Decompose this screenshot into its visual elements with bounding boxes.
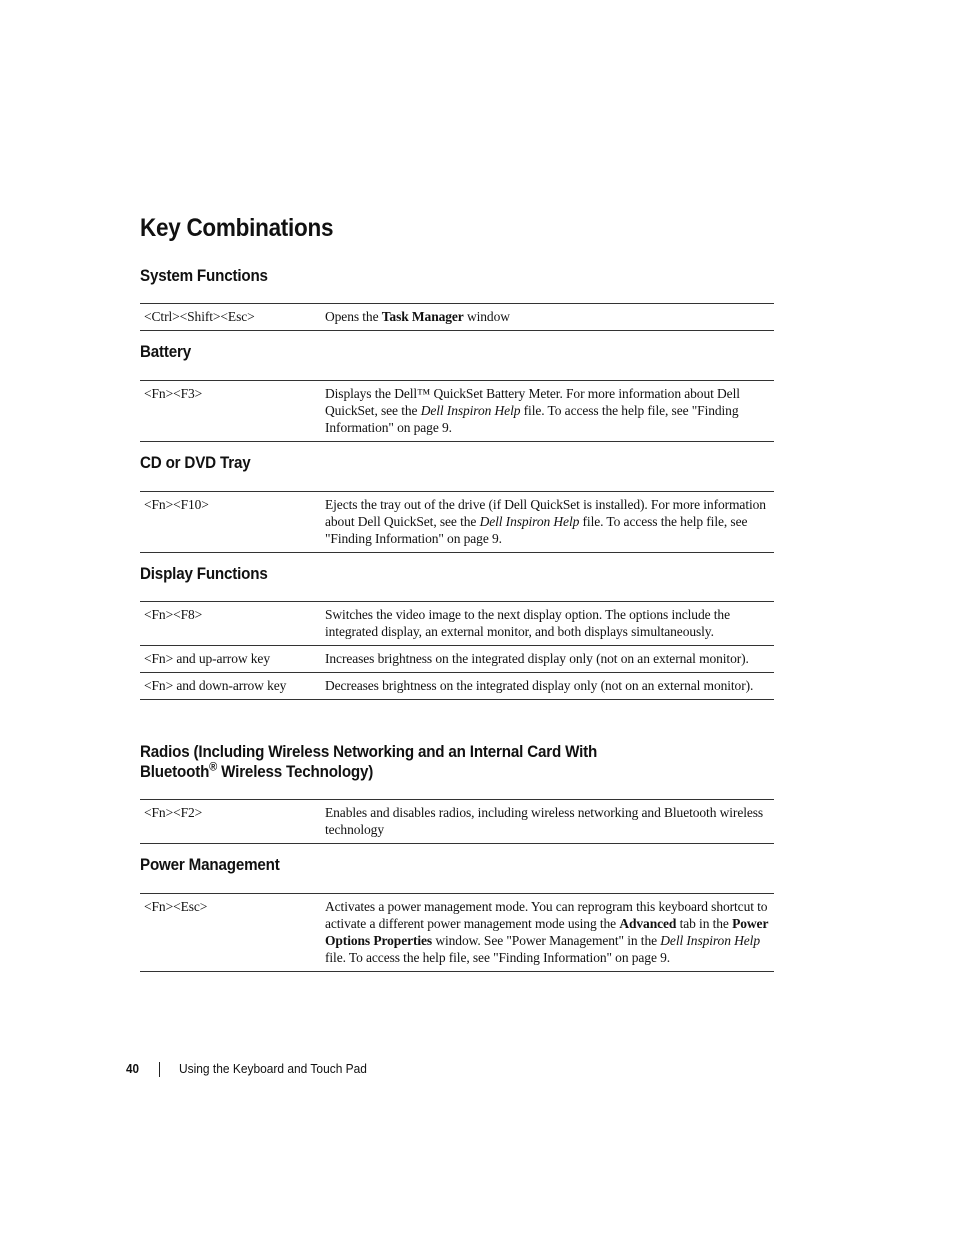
key-table	[140, 380, 774, 442]
table-row	[140, 800, 774, 844]
chapter-title: Using the Keyboard and Touch Pad	[179, 1061, 367, 1076]
key-table	[140, 303, 774, 331]
key-table	[140, 799, 774, 844]
footer-divider	[159, 1062, 160, 1077]
key-combination: <Fn><F10>	[144, 497, 209, 512]
key-combination: <Fn> and up-arrow key	[144, 651, 270, 666]
desc-text: Switches the video image to the next display option. The options include the integrated display, an external monitor, and both displays simultaneously.	[325, 607, 730, 639]
key-combination: <Fn> and down-arrow key	[144, 678, 287, 693]
key-combination: <Ctrl><Shift><Esc>	[144, 309, 255, 324]
ui-term: Power Options Properties	[325, 916, 769, 948]
section-heading-line2: Bluetooth	[140, 763, 210, 781]
ui-term: Task Manager	[381, 309, 464, 324]
desc-text: Increases brightness on the integrated display only (not on an external monitor).	[325, 651, 749, 666]
key-combination: <Fn><F3>	[144, 386, 203, 401]
doc-title: Dell Inspiron Help	[479, 514, 580, 529]
table-row	[140, 492, 774, 553]
desc-text: Decreases brightness on the integrated display only (not on an external monitor).	[325, 678, 754, 693]
doc-title: Dell Inspiron Help	[660, 933, 760, 948]
desc-text: Activates a power management mode. You can reprogram this keyboard shortcut to activate a different power management mode using the	[325, 899, 768, 931]
table-row	[140, 304, 774, 331]
section-heading-line2-rest: Wireless Technology)	[217, 763, 374, 781]
desc-text: Enables and disables radios, including wireless networking and Bluetooth wireless technology	[325, 805, 764, 837]
desc-text: tab in the	[676, 916, 733, 931]
desc-text: window	[463, 309, 510, 324]
table-row	[140, 646, 774, 673]
section-system-functions	[140, 266, 774, 331]
section-cd-dvd-tray	[140, 453, 774, 553]
table-row	[140, 894, 774, 972]
table-row	[140, 602, 774, 646]
desc-text: file. To access the help file, see "Finding Information" on page 9.	[325, 403, 739, 435]
key-description	[325, 800, 774, 844]
table-row	[140, 673, 774, 700]
section-power-management	[140, 855, 774, 972]
section-heading: Battery	[140, 343, 192, 361]
key-description	[325, 602, 774, 646]
key-combination: <Fn><Esc>	[144, 899, 208, 914]
desc-text: Opens the	[325, 309, 382, 324]
desc-text: file. To access the help file, see "Finding Information" on page 9.	[325, 514, 748, 546]
section-heading: System Functions	[140, 267, 268, 285]
section-heading: Display Functions	[140, 565, 268, 583]
section-heading: Power Management	[140, 856, 280, 874]
section-radios	[140, 742, 774, 844]
section-heading: CD or DVD Tray	[140, 454, 251, 472]
desc-text: Displays the Dell™ QuickSet Battery Meter. For more information about Dell QuickSet, see the	[325, 386, 740, 418]
table-row	[140, 381, 774, 442]
key-combination: <Fn><F2>	[144, 805, 203, 820]
section-heading	[140, 742, 723, 782]
key-description	[325, 304, 774, 331]
desc-text: file. To access the help file, see "Finding Information" on page 9.	[325, 950, 671, 965]
key-description	[325, 381, 774, 442]
section-heading-line1: Radios (Including Wireless Networking and an Internal Card With	[140, 743, 598, 761]
ui-term: Advanced	[619, 916, 677, 931]
key-description	[325, 894, 774, 972]
page-number: 40	[126, 1061, 140, 1076]
key-table	[140, 601, 774, 700]
desc-text: window. See "Power Management" in the	[432, 933, 661, 948]
key-description	[325, 492, 774, 553]
key-description	[325, 646, 774, 673]
page-footer	[126, 1061, 367, 1076]
section-battery	[140, 342, 774, 442]
registered-mark: ®	[209, 759, 218, 774]
key-table	[140, 491, 774, 553]
doc-title: Dell Inspiron Help	[420, 403, 521, 418]
key-description	[325, 673, 774, 700]
desc-text: Ejects the tray out of the drive (if Dell QuickSet is installed). For more information about Dell QuickSet, see the	[325, 497, 766, 529]
key-combination: <Fn><F8>	[144, 607, 203, 622]
section-display-functions	[140, 564, 774, 700]
page-title: Key Combinations	[140, 214, 334, 242]
key-table	[140, 893, 774, 972]
